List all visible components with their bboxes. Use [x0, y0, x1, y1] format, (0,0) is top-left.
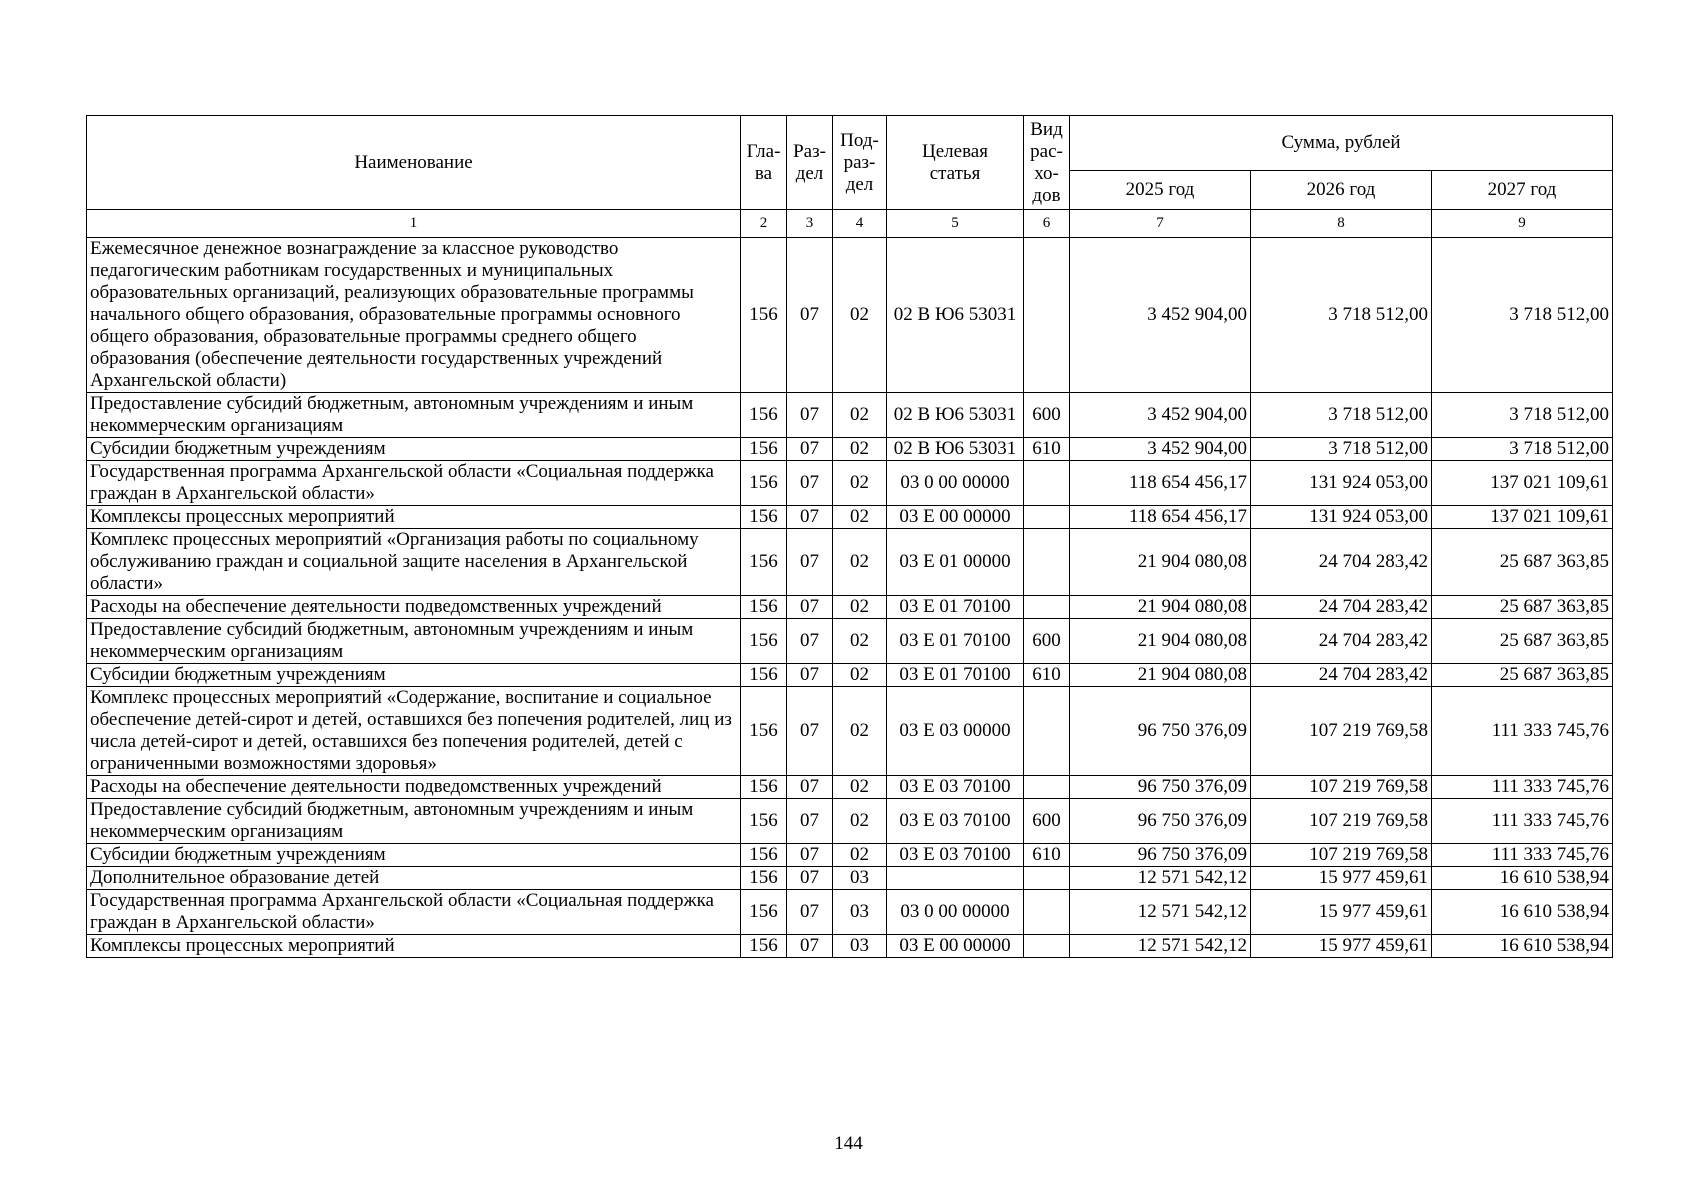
budget-table — [86, 115, 1613, 958]
header-year-2025: 2025 год — [1070, 171, 1251, 210]
row-sum-2027: 16 610 538,94 — [1432, 935, 1613, 958]
row-podrazdel: 03 — [833, 935, 887, 958]
row-glava: 156 — [741, 687, 787, 776]
row-sum-2025: 118 654 456,17 — [1070, 461, 1251, 506]
row-sum-2025: 96 750 376,09 — [1070, 799, 1251, 844]
row-vid-raskhodov — [1024, 238, 1070, 393]
row-vid-raskhodov: 610 — [1024, 438, 1070, 461]
row-razdel: 07 — [787, 238, 833, 393]
row-sum-2027: 25 687 363,85 — [1432, 619, 1613, 664]
row-vid-raskhodov — [1024, 529, 1070, 596]
row-podrazdel: 02 — [833, 664, 887, 687]
row-sum-2025: 3 452 904,00 — [1070, 393, 1251, 438]
row-sum-2025: 3 452 904,00 — [1070, 238, 1251, 393]
row-glava: 156 — [741, 438, 787, 461]
row-sum-2026: 107 219 769,58 — [1251, 799, 1432, 844]
row-sum-2027: 16 610 538,94 — [1432, 890, 1613, 935]
row-vid-raskhodov — [1024, 935, 1070, 958]
header-glava: Гла- ва — [741, 116, 787, 210]
row-sum-2025: 21 904 080,08 — [1070, 664, 1251, 687]
row-vid-raskhodov — [1024, 890, 1070, 935]
header-name: Наименование — [87, 116, 741, 210]
table-row — [87, 935, 1613, 958]
row-sum-2026: 15 977 459,61 — [1251, 935, 1432, 958]
row-sum-2027: 25 687 363,85 — [1432, 596, 1613, 619]
row-glava: 156 — [741, 461, 787, 506]
row-sum-2025: 12 571 542,12 — [1070, 935, 1251, 958]
row-podrazdel: 02 — [833, 238, 887, 393]
row-vid-raskhodov: 610 — [1024, 664, 1070, 687]
row-podrazdel: 02 — [833, 438, 887, 461]
row-glava: 156 — [741, 776, 787, 799]
row-sum-2026: 24 704 283,42 — [1251, 529, 1432, 596]
row-glava: 156 — [741, 506, 787, 529]
row-sum-2026: 3 718 512,00 — [1251, 393, 1432, 438]
row-podrazdel: 02 — [833, 776, 887, 799]
row-tselevaya-statya: 03 Е 00 00000 — [887, 506, 1024, 529]
table-body — [87, 238, 1613, 958]
row-razdel: 07 — [787, 664, 833, 687]
row-sum-2026: 131 924 053,00 — [1251, 461, 1432, 506]
column-number: 7 — [1070, 210, 1251, 238]
header-podrazdel: Под- раз- дел — [833, 116, 887, 210]
row-name: Комплексы процессных мероприятий — [87, 506, 741, 529]
table-row — [87, 776, 1613, 799]
row-sum-2026: 15 977 459,61 — [1251, 867, 1432, 890]
column-number: 5 — [887, 210, 1024, 238]
row-razdel: 07 — [787, 867, 833, 890]
column-number: 8 — [1251, 210, 1432, 238]
row-podrazdel: 03 — [833, 890, 887, 935]
table-row — [87, 799, 1613, 844]
row-sum-2026: 24 704 283,42 — [1251, 664, 1432, 687]
row-sum-2025: 12 571 542,12 — [1070, 867, 1251, 890]
row-tselevaya-statya: 03 0 00 00000 — [887, 890, 1024, 935]
row-glava: 156 — [741, 844, 787, 867]
row-sum-2027: 137 021 109,61 — [1432, 461, 1613, 506]
row-sum-2025: 21 904 080,08 — [1070, 529, 1251, 596]
row-sum-2026: 3 718 512,00 — [1251, 238, 1432, 393]
column-number: 4 — [833, 210, 887, 238]
row-name: Предоставление субсидий бюджетным, автономным учреждениям и иным некоммерческим организациям — [87, 393, 741, 438]
row-glava: 156 — [741, 529, 787, 596]
row-sum-2026: 131 924 053,00 — [1251, 506, 1432, 529]
row-vid-raskhodov — [1024, 461, 1070, 506]
row-razdel: 07 — [787, 687, 833, 776]
row-name: Предоставление субсидий бюджетным, автономным учреждениям и иным некоммерческим организациям — [87, 799, 741, 844]
row-glava: 156 — [741, 799, 787, 844]
row-sum-2025: 96 750 376,09 — [1070, 776, 1251, 799]
row-razdel: 07 — [787, 776, 833, 799]
row-podrazdel: 03 — [833, 867, 887, 890]
row-sum-2027: 111 333 745,76 — [1432, 776, 1613, 799]
row-name: Комплекс процессных мероприятий «Организация работы по социальному обслуживанию граждан и социальной защите населения в Архангельской области» — [87, 529, 741, 596]
table-row — [87, 506, 1613, 529]
row-sum-2026: 15 977 459,61 — [1251, 890, 1432, 935]
column-number: 2 — [741, 210, 787, 238]
row-vid-raskhodov — [1024, 596, 1070, 619]
row-sum-2026: 107 219 769,58 — [1251, 844, 1432, 867]
table-row — [87, 619, 1613, 664]
table-row — [87, 393, 1613, 438]
column-number: 6 — [1024, 210, 1070, 238]
row-tselevaya-statya: 03 Е 01 70100 — [887, 619, 1024, 664]
row-glava: 156 — [741, 935, 787, 958]
header-razdel: Раз- дел — [787, 116, 833, 210]
row-tselevaya-statya: 03 Е 03 00000 — [887, 687, 1024, 776]
row-tselevaya-statya — [887, 867, 1024, 890]
row-vid-raskhodov — [1024, 687, 1070, 776]
row-glava: 156 — [741, 596, 787, 619]
row-razdel: 07 — [787, 438, 833, 461]
table-row — [87, 867, 1613, 890]
row-vid-raskhodov: 600 — [1024, 619, 1070, 664]
table-header — [87, 116, 1613, 238]
row-podrazdel: 02 — [833, 393, 887, 438]
row-sum-2025: 12 571 542,12 — [1070, 890, 1251, 935]
row-sum-2027: 137 021 109,61 — [1432, 506, 1613, 529]
row-sum-2026: 24 704 283,42 — [1251, 619, 1432, 664]
row-sum-2025: 96 750 376,09 — [1070, 844, 1251, 867]
row-razdel: 07 — [787, 890, 833, 935]
row-razdel: 07 — [787, 461, 833, 506]
row-name: Субсидии бюджетным учреждениям — [87, 844, 741, 867]
table-row — [87, 687, 1613, 776]
row-vid-raskhodov: 600 — [1024, 799, 1070, 844]
row-sum-2027: 25 687 363,85 — [1432, 664, 1613, 687]
page-number: 144 — [834, 1133, 863, 1154]
row-podrazdel: 02 — [833, 596, 887, 619]
row-sum-2026: 24 704 283,42 — [1251, 596, 1432, 619]
row-tselevaya-statya: 03 0 00 00000 — [887, 461, 1024, 506]
row-name: Дополнительное образование детей — [87, 867, 741, 890]
row-vid-raskhodov: 610 — [1024, 844, 1070, 867]
row-sum-2027: 111 333 745,76 — [1432, 687, 1613, 776]
table-row — [87, 438, 1613, 461]
column-numbers-row — [87, 210, 1613, 238]
header-year-2026: 2026 год — [1251, 171, 1432, 210]
row-tselevaya-statya: 02 В Ю6 53031 — [887, 393, 1024, 438]
row-sum-2027: 3 718 512,00 — [1432, 393, 1613, 438]
row-vid-raskhodov — [1024, 867, 1070, 890]
header-vid-raskhodov: Вид рас- хо- дов — [1024, 116, 1070, 210]
row-glava: 156 — [741, 890, 787, 935]
row-glava: 156 — [741, 867, 787, 890]
row-glava: 156 — [741, 238, 787, 393]
row-tselevaya-statya: 03 Е 01 70100 — [887, 664, 1024, 687]
row-podrazdel: 02 — [833, 687, 887, 776]
row-razdel: 07 — [787, 506, 833, 529]
row-name: Субсидии бюджетным учреждениям — [87, 664, 741, 687]
row-name: Государственная программа Архангельской области «Социальная поддержка граждан в Архангельской области» — [87, 461, 741, 506]
row-tselevaya-statya: 03 Е 01 70100 — [887, 596, 1024, 619]
row-tselevaya-statya: 02 В Ю6 53031 — [887, 438, 1024, 461]
table-row — [87, 596, 1613, 619]
row-podrazdel: 02 — [833, 619, 887, 664]
table-row — [87, 461, 1613, 506]
row-tselevaya-statya: 03 Е 00 00000 — [887, 935, 1024, 958]
row-podrazdel: 02 — [833, 844, 887, 867]
row-sum-2027: 16 610 538,94 — [1432, 867, 1613, 890]
row-glava: 156 — [741, 619, 787, 664]
row-razdel: 07 — [787, 844, 833, 867]
row-sum-2027: 3 718 512,00 — [1432, 438, 1613, 461]
row-vid-raskhodov — [1024, 776, 1070, 799]
table-row — [87, 529, 1613, 596]
row-vid-raskhodov — [1024, 506, 1070, 529]
header-tselevaya-statya: Целевая статья — [887, 116, 1024, 210]
row-podrazdel: 02 — [833, 461, 887, 506]
header-year-2027: 2027 год — [1432, 171, 1613, 210]
row-tselevaya-statya: 03 Е 03 70100 — [887, 776, 1024, 799]
row-podrazdel: 02 — [833, 506, 887, 529]
table-row — [87, 844, 1613, 867]
row-name: Ежемесячное денежное вознаграждение за классное руководство педагогическим работникам государственных и муниципальных образовательных организаций, реализующих образовательные программы начального общего образования, образовательные программы основного общего образования, образовательные программы среднего общего образования (обеспечение деятельности государственных учреждений Архангельской области) — [87, 238, 741, 393]
row-name: Расходы на обеспечение деятельности подведомственных учреждений — [87, 596, 741, 619]
row-razdel: 07 — [787, 619, 833, 664]
row-razdel: 07 — [787, 596, 833, 619]
row-glava: 156 — [741, 393, 787, 438]
row-sum-2027: 111 333 745,76 — [1432, 799, 1613, 844]
row-tselevaya-statya: 03 Е 01 00000 — [887, 529, 1024, 596]
row-sum-2026: 3 718 512,00 — [1251, 438, 1432, 461]
row-sum-2026: 107 219 769,58 — [1251, 776, 1432, 799]
table-row — [87, 890, 1613, 935]
row-sum-2025: 118 654 456,17 — [1070, 506, 1251, 529]
row-sum-2026: 107 219 769,58 — [1251, 687, 1432, 776]
row-podrazdel: 02 — [833, 799, 887, 844]
table-row — [87, 238, 1613, 393]
row-razdel: 07 — [787, 799, 833, 844]
row-sum-2025: 21 904 080,08 — [1070, 596, 1251, 619]
row-name: Расходы на обеспечение деятельности подведомственных учреждений — [87, 776, 741, 799]
row-razdel: 07 — [787, 529, 833, 596]
row-sum-2025: 3 452 904,00 — [1070, 438, 1251, 461]
row-name: Предоставление субсидий бюджетным, автономным учреждениям и иным некоммерческим организациям — [87, 619, 741, 664]
row-razdel: 07 — [787, 935, 833, 958]
row-razdel: 07 — [787, 393, 833, 438]
row-vid-raskhodov: 600 — [1024, 393, 1070, 438]
row-sum-2027: 3 718 512,00 — [1432, 238, 1613, 393]
row-tselevaya-statya: 03 Е 03 70100 — [887, 844, 1024, 867]
column-number: 1 — [87, 210, 741, 238]
column-number: 9 — [1432, 210, 1613, 238]
row-name: Комплексы процессных мероприятий — [87, 935, 741, 958]
row-sum-2025: 96 750 376,09 — [1070, 687, 1251, 776]
row-name: Субсидии бюджетным учреждениям — [87, 438, 741, 461]
column-number: 3 — [787, 210, 833, 238]
row-sum-2027: 25 687 363,85 — [1432, 529, 1613, 596]
row-tselevaya-statya: 02 В Ю6 53031 — [887, 238, 1024, 393]
row-sum-2025: 21 904 080,08 — [1070, 619, 1251, 664]
row-podrazdel: 02 — [833, 529, 887, 596]
row-sum-2027: 111 333 745,76 — [1432, 844, 1613, 867]
row-name: Комплекс процессных мероприятий «Содержание, воспитание и социальное обеспечение детей-сирот и детей, оставшихся без попечения родителей, лиц из числа детей-сирот и детей, оставшихся без попечения родителей, детей с ограниченными возможностями здоровья» — [87, 687, 741, 776]
row-name: Государственная программа Архангельской области «Социальная поддержка граждан в Архангельской области» — [87, 890, 741, 935]
row-tselevaya-statya: 03 Е 03 70100 — [887, 799, 1024, 844]
row-glava: 156 — [741, 664, 787, 687]
table-row — [87, 664, 1613, 687]
header-summa: Сумма, рублей — [1070, 116, 1613, 171]
